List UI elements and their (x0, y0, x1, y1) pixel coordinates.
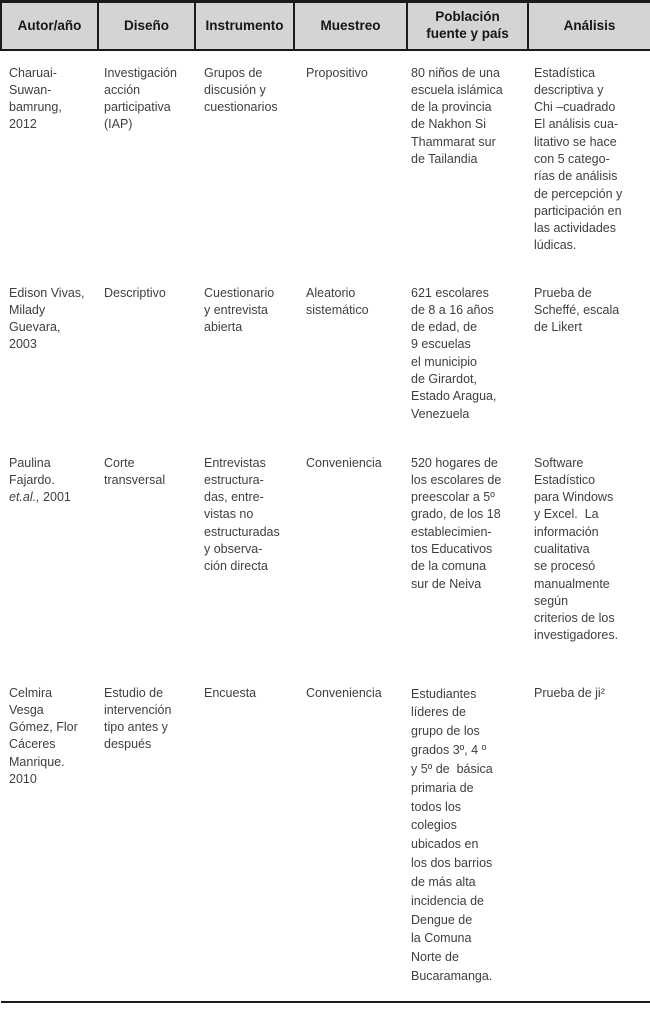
cell-line: de Nakhon Si (411, 117, 487, 132)
cell-diseno (98, 447, 195, 677)
cell-line: manualmente (534, 576, 610, 591)
italic-text-run: et.al., (9, 490, 40, 505)
cell-line: tos Educativos (411, 541, 493, 556)
cell-line (9, 489, 96, 506)
cell-line: información (534, 524, 599, 539)
cell-diseno (98, 277, 195, 447)
cell-line: de Girardot, (411, 371, 478, 386)
table-row (1, 50, 650, 277)
cell-line: Entrevistas (204, 455, 266, 470)
cell-line: Prueba de (534, 285, 592, 300)
cell-line: ción directa (204, 559, 268, 574)
cell-diseno (98, 50, 195, 277)
cell-line: según (534, 593, 569, 608)
cell-line: de Tailandia (411, 151, 478, 166)
cell-line: con 5 catego- (534, 151, 610, 166)
cell-line: sur de Neiva (411, 576, 482, 591)
cell-line: las actividades (534, 221, 616, 236)
cell-line: de más alta (411, 874, 476, 889)
cell-line: Celmira (9, 685, 53, 700)
cell-line: grados 3º, 4 º (411, 743, 487, 758)
cell-line: Suwan- (9, 82, 52, 97)
cell-line: lúdicas. (534, 238, 577, 253)
cell-line: (IAP) (104, 117, 133, 132)
cell-muestreo (294, 50, 407, 277)
cell-line: establecimien- (411, 524, 492, 539)
cell-instrumento (195, 50, 294, 277)
cell-line: de percepción y (534, 186, 623, 201)
cell-line: Cáceres (9, 737, 56, 752)
cell-line: después (104, 737, 152, 752)
cell-line: Guevara, (9, 320, 61, 335)
cell-line: criterios de los (534, 611, 615, 626)
cell-line: líderes de (411, 705, 466, 720)
cell-line: de Likert (534, 320, 582, 335)
table-header-row (1, 2, 650, 50)
cell-line: primaria de (411, 780, 474, 795)
cell-line: Corte (104, 455, 135, 470)
cell-analisis (528, 677, 650, 1002)
cell-line: para Windows (534, 490, 614, 505)
cell-line: los escolares de (411, 472, 502, 487)
cell-line: Estudiantes (411, 686, 477, 701)
column-header-diseno (98, 2, 195, 50)
column-header-instrumento (195, 2, 294, 50)
cell-line: Investigación (104, 65, 177, 80)
cell-line: Norte de (411, 950, 459, 965)
cell-line: y observa- (204, 541, 263, 556)
cell-line: colegios (411, 818, 457, 833)
cell-autor (1, 447, 98, 677)
cell-analisis (528, 50, 650, 277)
cell-analisis (528, 447, 650, 677)
column-header-label: Instrumento (205, 17, 284, 33)
cell-instrumento (195, 677, 294, 1002)
table-header (1, 2, 650, 50)
cell-line: descriptiva y (534, 82, 604, 97)
cell-line: cuestionarios (204, 100, 278, 115)
cell-poblacion (407, 447, 528, 677)
cell-line: la Comuna (411, 931, 472, 946)
cell-line: 80 niños de una (411, 65, 500, 80)
cell-line: Dengue de (411, 912, 473, 927)
cell-line: incidencia de (411, 893, 484, 908)
cell-poblacion (407, 277, 528, 447)
cell-line: acción (104, 82, 141, 97)
column-header-analisis (528, 2, 650, 50)
table-row (1, 447, 650, 677)
cell-line: Milady (9, 302, 46, 317)
cell-line: Aleatorio (306, 285, 356, 300)
cell-line: escuela islámica (411, 82, 503, 97)
cell-muestreo (294, 277, 407, 447)
cell-line: bamrung, (9, 100, 62, 115)
cell-line: de la comuna (411, 559, 487, 574)
cell-line: grupo de los (411, 724, 480, 739)
cell-line: preescolar a 5º (411, 490, 495, 505)
cell-line: Estadística (534, 65, 596, 80)
cell-line: Venezuela (411, 406, 470, 421)
cell-line: Scheffé, escala (534, 302, 620, 317)
cell-line: se procesó (534, 559, 596, 574)
cell-line: los dos barrios (411, 856, 493, 871)
cell-line: 9 escuelas (411, 337, 471, 352)
cell-line: rías de análisis (534, 169, 618, 184)
column-header-label: Muestreo (320, 17, 381, 33)
cell-line: Software (534, 455, 584, 470)
cell-line: 2010 (9, 771, 37, 786)
cell-line: Fajardo. (9, 472, 55, 487)
cell-line: y entrevista (204, 302, 268, 317)
cell-line: transversal (104, 472, 166, 487)
cell-line: de 8 a 16 años (411, 302, 494, 317)
column-header-label: Población (435, 9, 500, 25)
text-run: 2001 (39, 490, 71, 505)
cell-line: Conveniencia (306, 685, 382, 700)
cell-line: 520 hogares de (411, 455, 498, 470)
cell-line: y Excel. La (534, 507, 599, 522)
cell-line: Estado Aragua, (411, 389, 497, 404)
cell-line: das, entre- (204, 490, 264, 505)
cell-line: abierta (204, 320, 243, 335)
cell-line: Gómez, Flor (9, 720, 78, 735)
cell-line: intervención (104, 702, 172, 717)
cell-diseno (98, 677, 195, 1002)
cell-line: participativa (104, 100, 171, 115)
cell-instrumento (195, 277, 294, 447)
cell-line: Prueba de ji² (534, 685, 605, 700)
cell-poblacion (407, 50, 528, 277)
table-body (1, 50, 650, 1002)
cell-line: todos los (411, 799, 462, 814)
cell-muestreo (294, 447, 407, 677)
cell-line: y 5º de básica (411, 761, 493, 776)
cell-line: 621 escolares (411, 285, 489, 300)
cell-autor (1, 277, 98, 447)
cell-line: de edad, de (411, 320, 478, 335)
cell-line: ubicados en (411, 837, 479, 852)
cell-line: Thammarat sur (411, 134, 496, 149)
cell-line: participación en (534, 203, 622, 218)
cell-line: estructuradas (204, 524, 280, 539)
column-header-autor (1, 2, 98, 50)
column-header-label: Análisis (563, 17, 616, 33)
cell-line: Cuestionario (204, 285, 275, 300)
cell-line: grado, de los 18 (411, 507, 501, 522)
cell-autor (1, 50, 98, 277)
cell-line: Estadístico (534, 472, 596, 487)
cell-analisis (528, 277, 650, 447)
cell-line: tipo antes y (104, 720, 168, 735)
cell-line: Descriptivo (104, 285, 166, 300)
cell-line: Bucaramanga. (411, 969, 493, 984)
cell-poblacion (407, 677, 528, 1002)
cell-line: el municipio (411, 354, 478, 369)
cell-line: Propositivo (306, 65, 368, 80)
cell-line: Estudio de (104, 685, 164, 700)
cell-line: Grupos de (204, 65, 263, 80)
cell-line: discusión y (204, 82, 266, 97)
cell-instrumento (195, 447, 294, 677)
cell-line: cualitativa (534, 541, 590, 556)
cell-line: Conveniencia (306, 455, 382, 470)
cell-line: sistemático (306, 302, 369, 317)
cell-line: Edison Vivas, (9, 285, 85, 300)
cell-line: de la provincia (411, 100, 492, 115)
cell-muestreo (294, 677, 407, 1002)
cell-line: Charuai- (9, 65, 57, 80)
column-header-muestreo (294, 2, 407, 50)
column-header-label: Diseño (123, 17, 169, 33)
cell-line: 2012 (9, 117, 37, 132)
cell-line: Encuesta (204, 685, 257, 700)
cell-line: Paulina (9, 455, 51, 470)
cell-line: estructura- (204, 472, 264, 487)
cell-line: 2003 (9, 337, 37, 352)
cell-autor (1, 677, 98, 1002)
cell-line: vistas no (204, 507, 254, 522)
cell-line: Vesga (9, 702, 44, 717)
column-header-poblacion (407, 2, 528, 50)
cell-line: investigadores. (534, 628, 619, 643)
cell-line: Manrique. (9, 754, 65, 769)
column-header-label: fuente y país (426, 25, 509, 41)
cell-line: litativo se hace (534, 134, 617, 149)
table-row (1, 277, 650, 447)
column-header-label: Autor/año (17, 17, 82, 33)
cell-line: Chi –cuadrado (534, 100, 616, 115)
cell-line: El análisis cua- (534, 117, 619, 132)
table-row (1, 677, 650, 1002)
